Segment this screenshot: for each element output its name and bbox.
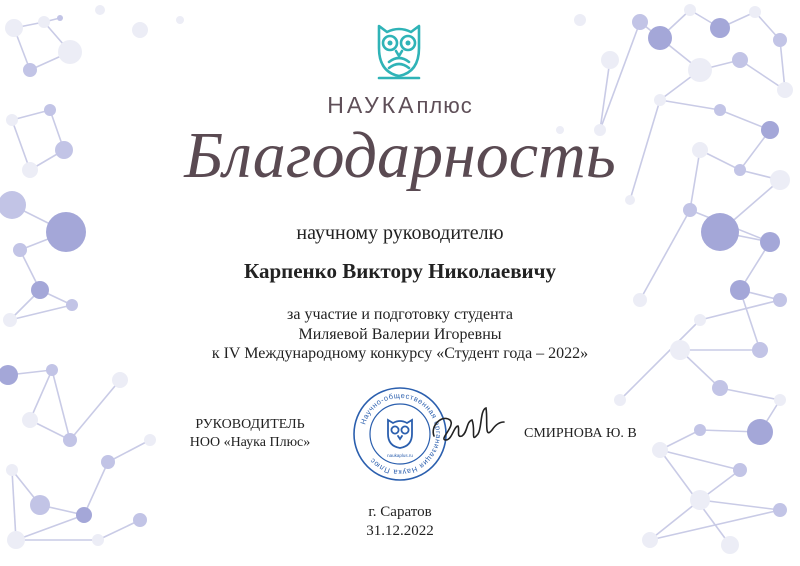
molecule-link: [720, 388, 780, 400]
molecule-link: [52, 370, 70, 440]
signatory-position: РУКОВОДИТЕЛЬ: [195, 417, 305, 432]
molecule-node: [648, 26, 672, 50]
molecule-node: [773, 293, 787, 307]
molecule-node: [144, 434, 156, 446]
stamp-center-text: naukaplus.ru: [387, 453, 413, 458]
molecule-node: [773, 33, 787, 47]
molecule-node: [774, 394, 786, 406]
molecule-node: [23, 63, 37, 77]
brand-main: НАУКА: [327, 92, 417, 118]
stamp-ring-text: Научно-общественная организация Наука Плюс: [358, 390, 444, 478]
molecule-node: [574, 14, 586, 26]
molecule-node: [684, 4, 696, 16]
molecule-link: [70, 380, 120, 440]
issue-date: 31.12.2022: [366, 523, 434, 539]
molecule-node: [0, 191, 26, 219]
brand-wordmark: [0, 92, 800, 119]
body-line-3: к IV Международному конкурсу «Студент года – 2022»: [211, 345, 589, 362]
molecule-node: [132, 22, 148, 38]
molecule-node: [694, 424, 706, 436]
molecule-node: [601, 51, 619, 69]
certificate-title: Благодарность: [184, 119, 616, 192]
brand-suffix: плюс: [416, 93, 473, 118]
molecule-link: [108, 440, 150, 462]
molecule-node: [688, 58, 712, 82]
molecule-node: [63, 433, 77, 447]
molecule-link: [30, 370, 52, 420]
molecule-node: [632, 14, 648, 30]
molecule-node: [749, 6, 761, 18]
molecule-node: [22, 412, 38, 428]
molecule-node: [625, 195, 635, 205]
handwritten-signature: [428, 400, 508, 450]
molecule-node: [57, 15, 63, 21]
stamp-owl-icon: [388, 420, 412, 448]
signatory-block: [180, 416, 320, 452]
issue-city: г. Саратов: [368, 504, 432, 520]
molecule-node: [95, 5, 105, 15]
body-line-1: за участие и подготовку студента: [287, 306, 513, 323]
molecule-link: [740, 60, 785, 90]
body-line-2: Миляевой Валерии Игоревны: [298, 326, 502, 343]
molecule-node: [733, 463, 747, 477]
molecule-node: [112, 372, 128, 388]
molecule-node: [652, 442, 668, 458]
molecule-node: [58, 40, 82, 64]
molecule-node: [176, 16, 184, 24]
molecule-node: [683, 203, 697, 217]
signatory-name: СМИРНОВА Ю. В: [524, 426, 637, 441]
molecule-node: [13, 243, 27, 257]
molecule-node: [101, 455, 115, 469]
molecule-node: [0, 365, 18, 385]
molecule-node: [732, 52, 748, 68]
molecule-node: [46, 364, 58, 376]
molecule-node: [747, 419, 773, 445]
molecule-node: [6, 464, 18, 476]
recipient-name: Карпенко Виктору Николаевичу: [244, 259, 556, 283]
recipient-role: научному руководителю: [296, 222, 504, 244]
molecule-node: [38, 16, 50, 28]
molecule-node: [633, 293, 647, 307]
owl-logo-icon: [371, 18, 427, 82]
signatory-organization: НОО «Наука Плюс»: [189, 435, 311, 450]
molecule-node: [614, 394, 626, 406]
molecule-node: [5, 19, 23, 37]
molecule-node: [710, 18, 730, 38]
molecule-node: [712, 380, 728, 396]
